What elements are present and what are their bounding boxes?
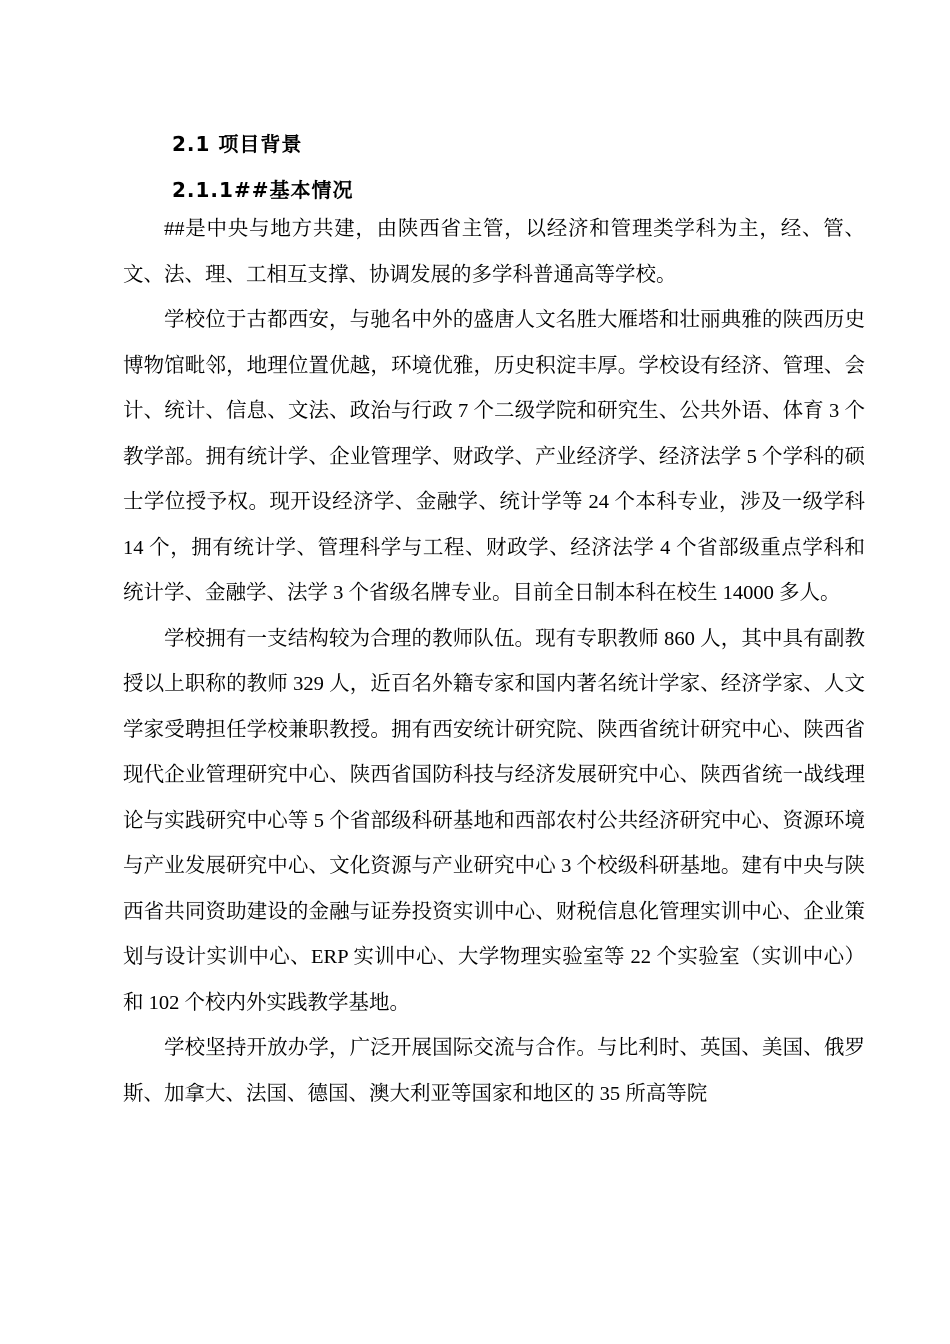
section-heading: 2.1 项目背景 bbox=[172, 132, 303, 156]
subsection-heading: 2.1.1##基本情况 bbox=[172, 178, 354, 202]
paragraph-location: 学校位于古都西安，与驰名中外的盛唐人文名胜大雁塔和壮丽典雅的陕西历史博物馆毗邻，地理位置优越，环境优雅，历史积淀丰厚。学校设有经济、管理、会计、统计、信息、文法、政治与行政 7 个二级学院和研究生、公共外语、体育 3 个教学部。拥有统计学、企业管理学、财政学、产业经济学、经济法学 5 个学科的硕士学位授予权。现开设经济学、金融学、统计学等 24 个本科专业，涉及一级学科 14 个，拥有统计学、管理科学与工程、财政学、经济法学 4 个省部级重点学科和统计学、金融学、法学 3 个省级名牌专业。目前全日制本科在校生 14000 多人。 bbox=[123, 309, 865, 604]
paragraph-faculty: 学校拥有一支结构较为合理的教师队伍。现有专职教师 860 人，其中具有副教授以上职称的教师 329 人，近百名外籍专家和国内著名统计学家、经济学家、人文学家受聘担任学校兼职教授。拥有西安统计研究院、陕西省统计研究中心、陕西省现代企业管理研究中心、陕西省国防科技与经济发展研究中心、陕西省统一战线理论与实践研究中心等 5 个省部级科研基地和西部农村公共经济研究中心、资源环境与产业发展研究中心、文化资源与产业研究中心 3 个校级科研基地。建有中央与陕西省共同资助建设的金融与证券投资实训中心、财税信息化管理实训中心、企业策划与设计实训中心、ERP 实训中心、大学物理实验室等 22 个实验室（实训中心）和 102 个校内外实践教学基地。 bbox=[123, 627, 865, 1014]
body-text bbox=[123, 207, 865, 1117]
paragraph-international: 学校坚持开放办学，广泛开展国际交流与合作。与比利时、英国、美国、俄罗斯、加拿大、法国、德国、澳大利亚等国家和地区的 35 所高等院 bbox=[123, 1037, 865, 1105]
paragraph-intro: ##是中央与地方共建，由陕西省主管，以经济和管理类学科为主，经、管、文、法、理、工相互支撑、协调发展的多学科普通高等学校。 bbox=[123, 218, 865, 286]
